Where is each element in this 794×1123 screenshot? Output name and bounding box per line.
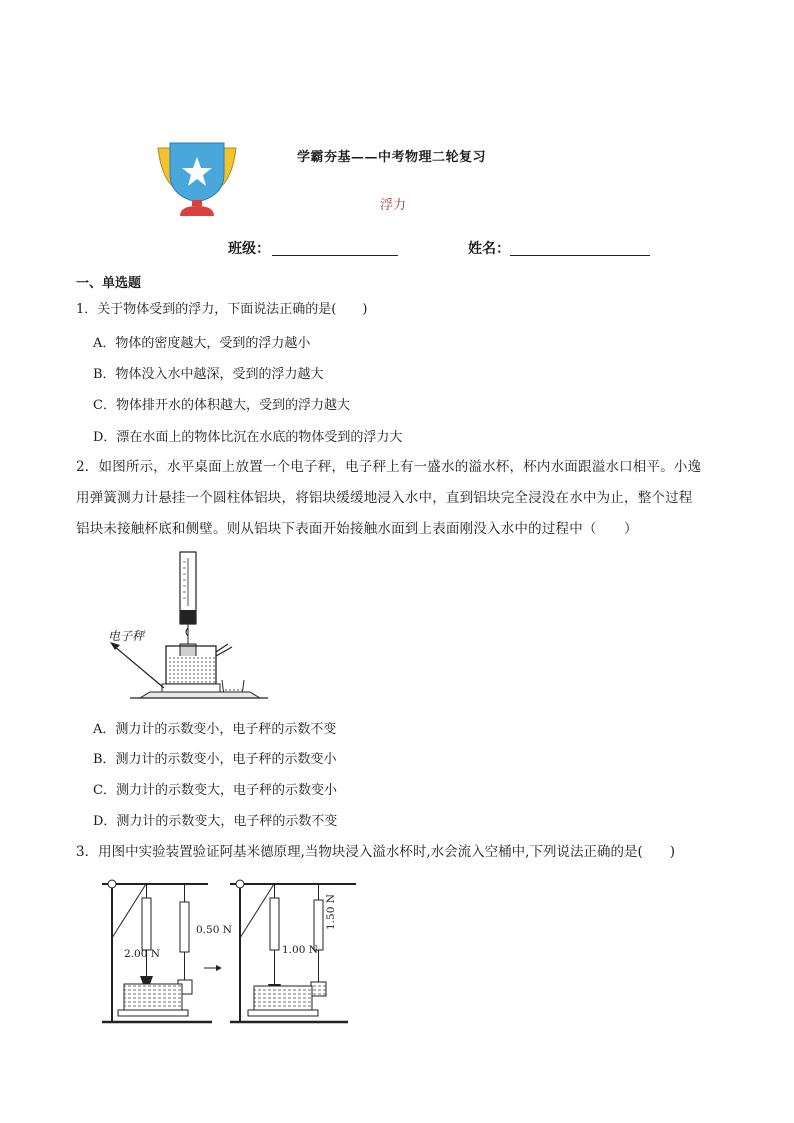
name-field[interactable] bbox=[510, 255, 650, 256]
question-2-option-c[interactable]: C．测力计的示数变大，电子秤的示数变小 bbox=[93, 783, 337, 798]
page-title: 学霸夯基——中考物理二轮复习 bbox=[297, 150, 487, 165]
question-2-stem-line: 2．如图所示，水平桌面上放置一个电子秤，电子秤上有一盛水的溢水杯，杯内水面跟溢水口相平。小逸 bbox=[76, 459, 702, 475]
reading-label: 1.00 N bbox=[282, 944, 318, 956]
class-field[interactable] bbox=[272, 255, 398, 256]
class-label: 班级： bbox=[228, 241, 270, 257]
question-2-stem-line: 用弹簧测力计悬挂一个圆柱体铝块，将铝块缓缓地浸入水中，直到铝块完全浸没在水中为止，整个过程 bbox=[76, 490, 693, 506]
question-2-option-b[interactable]: B．测力计的示数变小，电子秤的示数变小 bbox=[93, 752, 337, 767]
trophy-logo-icon bbox=[152, 140, 242, 220]
figure-label-scale: 电子秤 bbox=[108, 629, 145, 643]
question-2-stem-line: 铝块未接触杯底和侧壁。则从铝块下表面开始接触水面到上表面刚没入水中的过程中（ ） bbox=[76, 521, 638, 537]
question-1-option-c[interactable]: C．物体排开水的体积越大，受到的浮力越大 bbox=[93, 398, 350, 413]
overflow-cup-figure bbox=[100, 548, 270, 703]
question-2-option-d[interactable]: D．测力计的示数变大，电子秤的示数不变 bbox=[93, 814, 338, 829]
question-1-option-d[interactable]: D．漂在水面上的物体比沉在水底的物体受到的浮力大 bbox=[93, 430, 403, 445]
question-1-option-a[interactable]: A．物体的密度越大，受到的浮力越小 bbox=[93, 336, 311, 351]
question-2-stem bbox=[76, 452, 722, 545]
question-1-option-b[interactable]: B．物体没入水中越深，受到的浮力越大 bbox=[93, 367, 324, 382]
section-title: 一、单选题 bbox=[76, 276, 142, 291]
reading-label: 2.00 N bbox=[124, 948, 160, 960]
reading-label: 1.50 N bbox=[325, 894, 337, 930]
question-2-option-a[interactable]: A．测力计的示数变小，电子秤的示数不变 bbox=[93, 722, 337, 737]
question-1-stem: 1．关于物体受到的浮力，下面说法正确的是( ) bbox=[76, 302, 368, 317]
page-subtitle: 浮力 bbox=[380, 198, 407, 213]
name-label: 姓名： bbox=[468, 241, 510, 257]
reading-label: 0.50 N bbox=[196, 924, 232, 936]
question-3-stem: 3．用图中实验装置验证阿基米德原理,当物块浸入溢水杯时,水会流入空桶中,下列说法正确的是( ) bbox=[76, 844, 675, 860]
